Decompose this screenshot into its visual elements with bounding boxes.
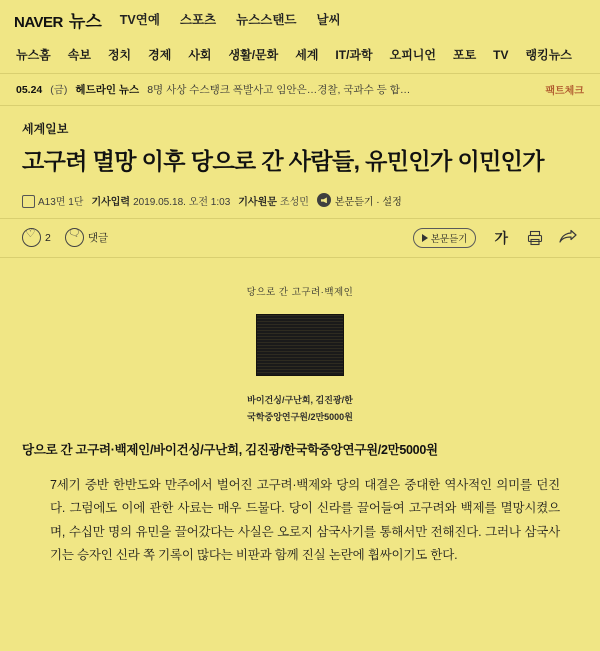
article-body	[0, 258, 600, 567]
source-chip	[238, 193, 309, 208]
category-home[interactable]: 뉴스홈	[16, 48, 51, 62]
source-value[interactable]: 조성민	[279, 196, 309, 208]
comment-button[interactable]	[65, 228, 108, 247]
share-icon[interactable]	[558, 229, 578, 247]
naver-news-logo[interactable]	[14, 7, 102, 32]
ticker-label: 헤드라인 뉴스	[75, 84, 140, 96]
category-life-culture[interactable]: 생활/문화	[228, 48, 279, 62]
book-info-line: 당으로 간 고구려·백제인/바이건싱/구난희, 김진광/한국학중앙연구원/2만5000원	[22, 443, 438, 458]
play-icon	[422, 234, 428, 242]
category-society[interactable]: 사회	[188, 48, 212, 62]
printer-icon[interactable]	[526, 229, 544, 247]
comment-icon	[65, 228, 84, 247]
listen-article-button[interactable]	[413, 228, 477, 248]
page-title: 고구려 멸망 이후 당으로 간 사람들, 유민인가 이민인가	[22, 148, 544, 174]
headline-ticker	[0, 74, 600, 106]
like-count: 2	[45, 231, 51, 244]
publish-date-chip	[91, 193, 230, 208]
ticker-headline-link[interactable]: 8명 사상 수스탱크 폭발사고 임안은…경찰, 국과수 등 합…	[147, 84, 411, 96]
article-meta	[22, 193, 578, 218]
category-tv[interactable]: TV	[493, 47, 509, 62]
top-bar	[0, 0, 600, 38]
heart-icon	[22, 228, 41, 247]
book-cover-title: 당으로 간 고구려·백제인	[246, 286, 354, 298]
ticker-date: 05.24	[16, 83, 43, 96]
like-button[interactable]	[22, 228, 51, 247]
naver-logo-text: NAVER	[14, 13, 63, 31]
category-politics[interactable]: 정치	[107, 48, 132, 62]
top-nav-item-sports[interactable]: 스포츠	[179, 13, 217, 27]
top-nav-item-weather[interactable]: 날씨	[316, 13, 341, 27]
factcheck-link[interactable]: 팩트체크	[545, 86, 584, 97]
category-it-science[interactable]: IT/과학	[335, 48, 373, 62]
listen-article-label: 본문듣기	[430, 233, 468, 245]
category-world[interactable]: 세계	[295, 48, 319, 62]
book-cover-image	[256, 314, 344, 376]
figure-caption-line1: 바이건싱/구난희, 김진광/한	[247, 395, 353, 406]
article-paragraph: 7세기 중반 한반도와 만주에서 벌어진 고구려·백제와 당의 대결은 중대한 역사적인 의미를 던진다. 그럼에도 이에 관한 사료는 매우 드물다. 당이 신라를 끌어들여 고구려와 백제를 멸망시켰으며, 수십만 명의 유민을 끌어갔다는 사실은 오로지 삼국사기를 통해서만 전해진다. 그러나 삼국사기는 승자인 신라 쪽 기록이 많다는 비판과 함께 진실 논란에 휩싸이기도 한다.	[50, 478, 560, 562]
category-ranking[interactable]: 랭킹뉴스	[525, 48, 572, 62]
top-nav-item-tv-entertainment[interactable]: TV연예	[119, 13, 160, 27]
tts-settings-label: 본문듣기 · 설정	[334, 196, 402, 208]
category-breaking[interactable]: 속보	[67, 48, 91, 62]
top-nav	[120, 10, 341, 28]
category-photo[interactable]: 포토	[452, 48, 477, 62]
press-name[interactable]: 세계일보	[22, 122, 69, 136]
read-time-chip	[22, 193, 83, 208]
publish-date-label: 기사입력	[91, 196, 131, 208]
newspaper-icon	[22, 195, 35, 208]
category-nav	[0, 38, 600, 74]
article-figure	[22, 268, 578, 432]
publish-date-value: 2019.05.18. 오전 1:03	[133, 196, 231, 208]
font-size-button[interactable]: 가	[494, 229, 508, 246]
article-header	[0, 106, 600, 218]
source-label: 기사원문	[238, 196, 277, 208]
category-economy[interactable]: 경제	[148, 48, 172, 62]
ticker-day: (금)	[50, 84, 68, 96]
figure-caption-line2: 국학중앙연구원/2만5000원	[247, 412, 353, 423]
tts-settings-button[interactable]	[317, 193, 402, 208]
category-opinion[interactable]: 오피니언	[389, 48, 436, 62]
read-time-text: A13면 1단	[38, 196, 84, 208]
top-nav-item-newsstand[interactable]: 뉴스스탠드	[236, 13, 297, 27]
comment-label: 댓글	[87, 232, 109, 245]
speaker-icon	[317, 193, 331, 207]
news-logo-text: 뉴스	[68, 11, 102, 31]
article-action-bar	[0, 218, 600, 258]
